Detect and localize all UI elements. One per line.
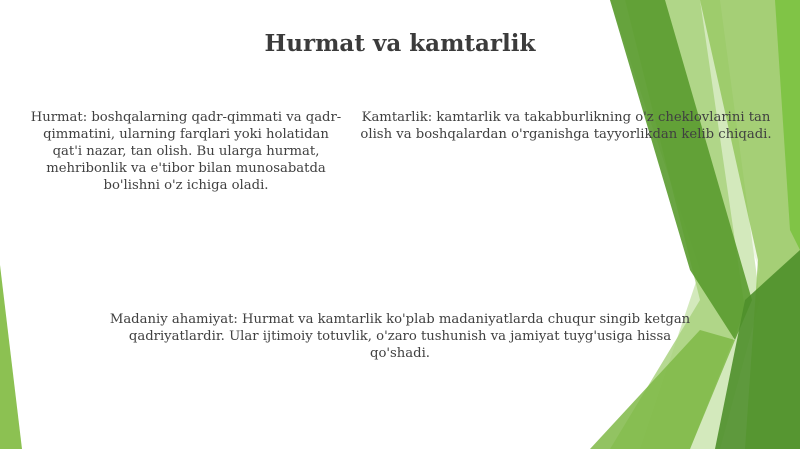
hurmat-paragraph: Hurmat: boshqalarning qadr-qimmati va qadr-qimmatini, ularning farqlari yoki holatidan qat'i nazar, tan olish. Bu ularga hurmat, mehribonlik va e'tibor bilan munosabatda bo'lishni o'z ichiga oladi.: [30, 110, 342, 193]
left-accent-shape: [0, 265, 22, 449]
slide-title: Hurmat va kamtarlik: [264, 30, 536, 57]
madaniy-ahamiyat-paragraph: Madaniy ahamiyat: Hurmat va kamtarlik ko'plab madaniyatlarda chuqur singib ketgan qadriyatlardir. Ular ijtimoiy totuvlik, o'zaro tushunish va jamiyat tuyg'usiga hissa qo'shadi.: [109, 312, 691, 361]
kamtarlik-paragraph: Kamtarlik: kamtarlik va takabburlikning o'z cheklovlarini tan olish va boshqalardan o'rganishga tayyorlikdan kelib chiqadi.: [360, 110, 772, 142]
